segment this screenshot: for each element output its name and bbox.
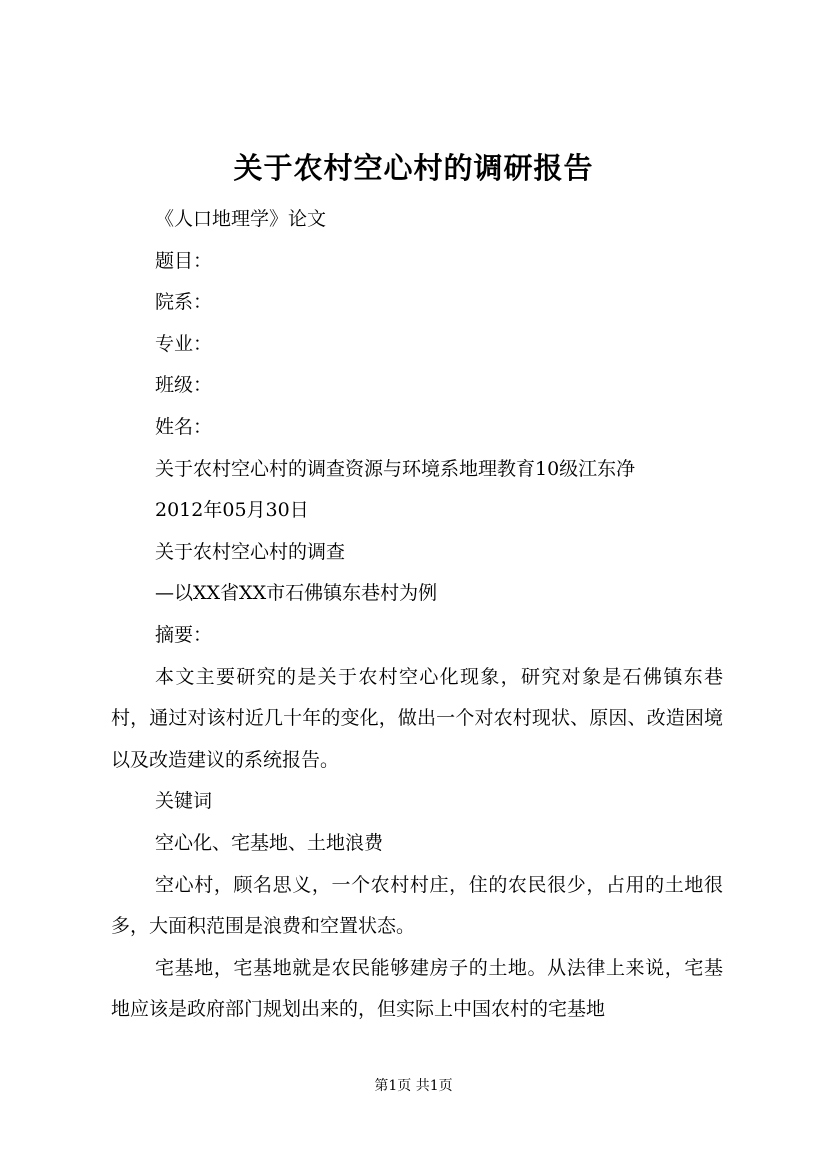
date-line: 2012年05月30日 [155, 499, 309, 522]
document-title: 关于农村空心村的调研报告 [233, 151, 594, 185]
hollow-village-paragraph: 空心村，顾名思义，一个农村村庄，住的农民很少，占用的土地很多，大面积范围是浪费和空置状态。 [111, 873, 723, 938]
keywords-heading: 关键词 [155, 790, 213, 813]
topic-field-label: 题目： [155, 249, 213, 272]
major-field-label: 专业： [155, 332, 213, 355]
report-heading: 关于农村空心村的调查 [155, 540, 346, 563]
report-subtitle: —以XX省XX市石佛镇东巷村为例 [155, 582, 438, 605]
author-line: 关于农村空心村的调查资源与环境系地理教育10级江东净 [155, 457, 636, 480]
name-field-label: 姓名： [155, 415, 213, 438]
abstract-heading: 摘要： [155, 623, 213, 646]
abstract-paragraph: 本文主要研究的是关于农村空心化现象，研究对象是石佛镇东巷村，通过对该村近几十年的变化，做出一个对农村现状、原因、改造困境以及改造建议的系统报告。 [111, 665, 723, 771]
page-number-footer: 第1页 共1页 [374, 1078, 453, 1094]
course-line: 《人口地理学》论文 [155, 208, 327, 230]
homestead-paragraph: 宅基地，宅基地就是农民能够建房子的土地。从法律上来说，宅基地应该是政府部门规划出来的，但实际上中国农村的宅基地 [111, 956, 723, 1021]
class-field-label: 班级： [155, 374, 213, 397]
department-field-label: 院系： [155, 291, 213, 314]
document-body [111, 199, 723, 1031]
keywords-list: 空心化、宅基地、土地浪费 [155, 831, 384, 854]
